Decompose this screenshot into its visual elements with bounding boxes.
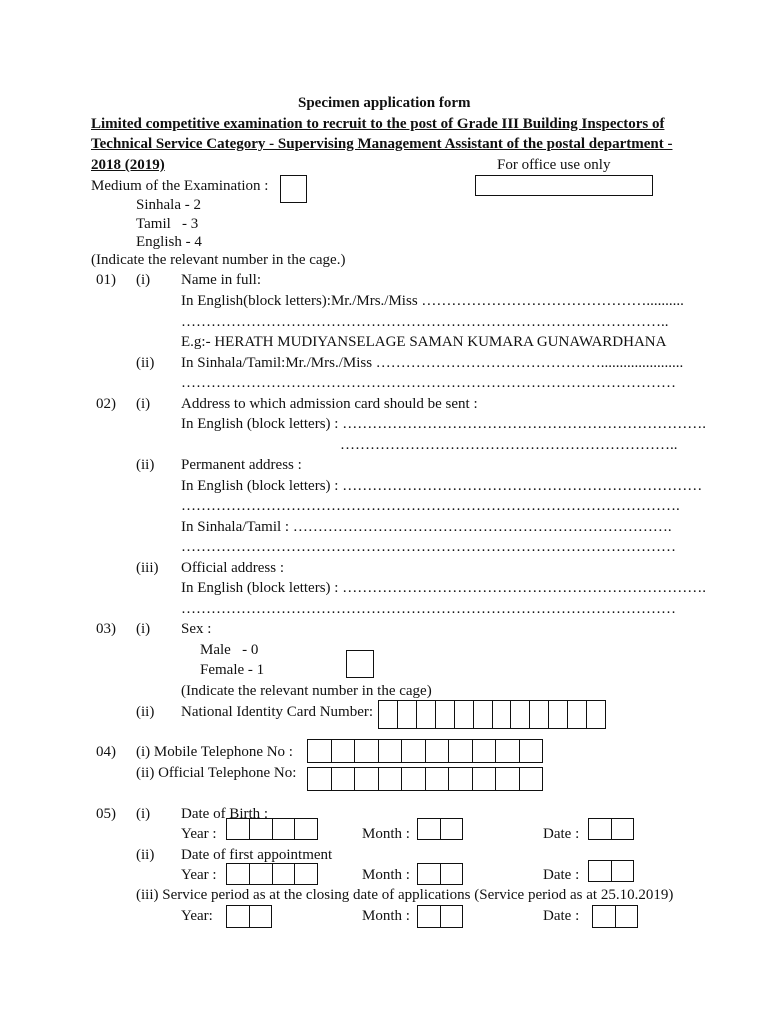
official-address-continuation[interactable]: ………………………………………………………………………………………: [181, 601, 676, 617]
medium-option-sinhala: Sinhala - 2: [136, 197, 201, 213]
dob-year-cells[interactable]: [226, 818, 318, 840]
q01-sub-i: (i): [136, 272, 151, 288]
appt-month-cells[interactable]: [417, 863, 463, 885]
exam-title-line2: Technical Service Category - Supervising Management Assistant of the postal department -: [91, 136, 673, 152]
nic-label: National Identity Card Number:: [181, 704, 374, 720]
dob-month-label: Month :: [362, 826, 410, 842]
service-month-label: Month :: [362, 908, 410, 924]
nic-cells[interactable]: [378, 700, 606, 729]
permanent-address-label: Permanent address :: [181, 457, 302, 473]
dob-label: Date of Birth :: [181, 806, 269, 822]
service-period-label: (iii) Service period as at the closing date of applications (Service period as at 25.10.2019): [136, 887, 674, 903]
sex-cage[interactable]: [346, 650, 374, 678]
permanent-address-sinhala-field[interactable]: In Sinhala/Tamil : ………………………………………………………………….: [181, 519, 672, 535]
dob-date-cells[interactable]: [588, 818, 634, 840]
admission-address-continuation[interactable]: …………………………………………………………..: [340, 437, 678, 453]
name-example: E.g:- HERATH MUDIYANSELAGE SAMAN KUMARA GUNAWARDHANA: [181, 334, 667, 350]
q02-sub-ii: (ii): [136, 457, 155, 473]
sex-option-male: Male - 0: [200, 642, 259, 658]
medium-option-english: English - 4: [136, 234, 202, 250]
service-date-cells[interactable]: [592, 905, 638, 928]
q02-sub-i: (i): [136, 396, 151, 412]
admission-address-label: Address to which admission card should be sent :: [181, 396, 478, 412]
q03-sub-i: (i): [136, 621, 151, 637]
name-english-continuation[interactable]: ……………………………………………………………………………………..: [181, 314, 669, 330]
name-sinhala-field[interactable]: In Sinhala/Tamil:Mr./Mrs./Miss ………………………………………......................: [181, 355, 684, 371]
official-phone-cells[interactable]: [307, 767, 543, 791]
dob-month-cells[interactable]: [417, 818, 463, 840]
official-address-field[interactable]: In English (block letters) : ……………………………………………………………….: [181, 580, 706, 596]
q02-number: 02): [96, 396, 116, 412]
official-address-label: Official address :: [181, 560, 285, 576]
permanent-address-sinhala-continuation[interactable]: ………………………………………………………………………………………: [181, 539, 676, 555]
q04-number: 04): [96, 744, 116, 760]
mobile-phone-label: (i) Mobile Telephone No :: [136, 744, 293, 760]
official-phone-label: (ii) Official Telephone No:: [136, 765, 297, 781]
q05-number: 05): [96, 806, 116, 822]
service-year-label: Year:: [181, 908, 213, 924]
form-title: Specimen application form: [298, 95, 471, 111]
sex-option-female: Female - 1: [200, 662, 265, 678]
q03-sub-ii: (ii): [136, 704, 155, 720]
medium-cage[interactable]: [280, 175, 307, 203]
q05-sub-i: (i): [136, 806, 151, 822]
exam-title-line1: Limited competitive examination to recruit to the post of Grade III Building Inspectors of: [91, 116, 665, 132]
appt-year-label: Year :: [181, 867, 217, 883]
service-month-cells[interactable]: [417, 905, 463, 928]
permanent-address-continuation[interactable]: ……………………………………………………………………………………….: [181, 498, 680, 514]
sex-note: (Indicate the relevant number in the cage): [181, 683, 432, 699]
name-full-label: Name in full:: [181, 272, 261, 288]
dob-year-label: Year :: [181, 826, 217, 842]
dob-date-label: Date :: [543, 826, 580, 842]
service-year-cells[interactable]: [226, 905, 272, 928]
medium-label: Medium of the Examination :: [91, 178, 269, 194]
q02-sub-iii: (iii): [136, 560, 159, 576]
sex-label: Sex :: [181, 621, 212, 637]
appt-date-label: Date :: [543, 867, 580, 883]
exam-title-line3: 2018 (2019): [91, 157, 165, 173]
office-use-label: For office use only: [497, 157, 611, 173]
q05-sub-ii: (ii): [136, 847, 155, 863]
permanent-address-english-field[interactable]: In English (block letters) : ………………………………………………………………: [181, 478, 703, 494]
name-sinhala-continuation[interactable]: ………………………………………………………………………………………: [181, 375, 676, 391]
appt-date-cells[interactable]: [588, 860, 634, 882]
q03-number: 03): [96, 621, 116, 637]
appt-month-label: Month :: [362, 867, 410, 883]
appt-year-cells[interactable]: [226, 863, 318, 885]
name-english-field[interactable]: In English(block letters):Mr./Mrs./Miss ………………………………………..........: [181, 293, 684, 309]
appointment-label: Date of first appointment: [181, 847, 333, 863]
mobile-phone-cells[interactable]: [307, 739, 543, 763]
service-date-label: Date :: [543, 908, 580, 924]
medium-option-tamil: Tamil - 3: [136, 216, 199, 232]
medium-note: (Indicate the relevant number in the cage.): [91, 252, 346, 268]
q01-number: 01): [96, 272, 116, 288]
q01-sub-ii: (ii): [136, 355, 155, 371]
admission-address-field[interactable]: In English (block letters) : ……………………………………………………………….: [181, 416, 706, 432]
office-use-box: [475, 175, 653, 196]
